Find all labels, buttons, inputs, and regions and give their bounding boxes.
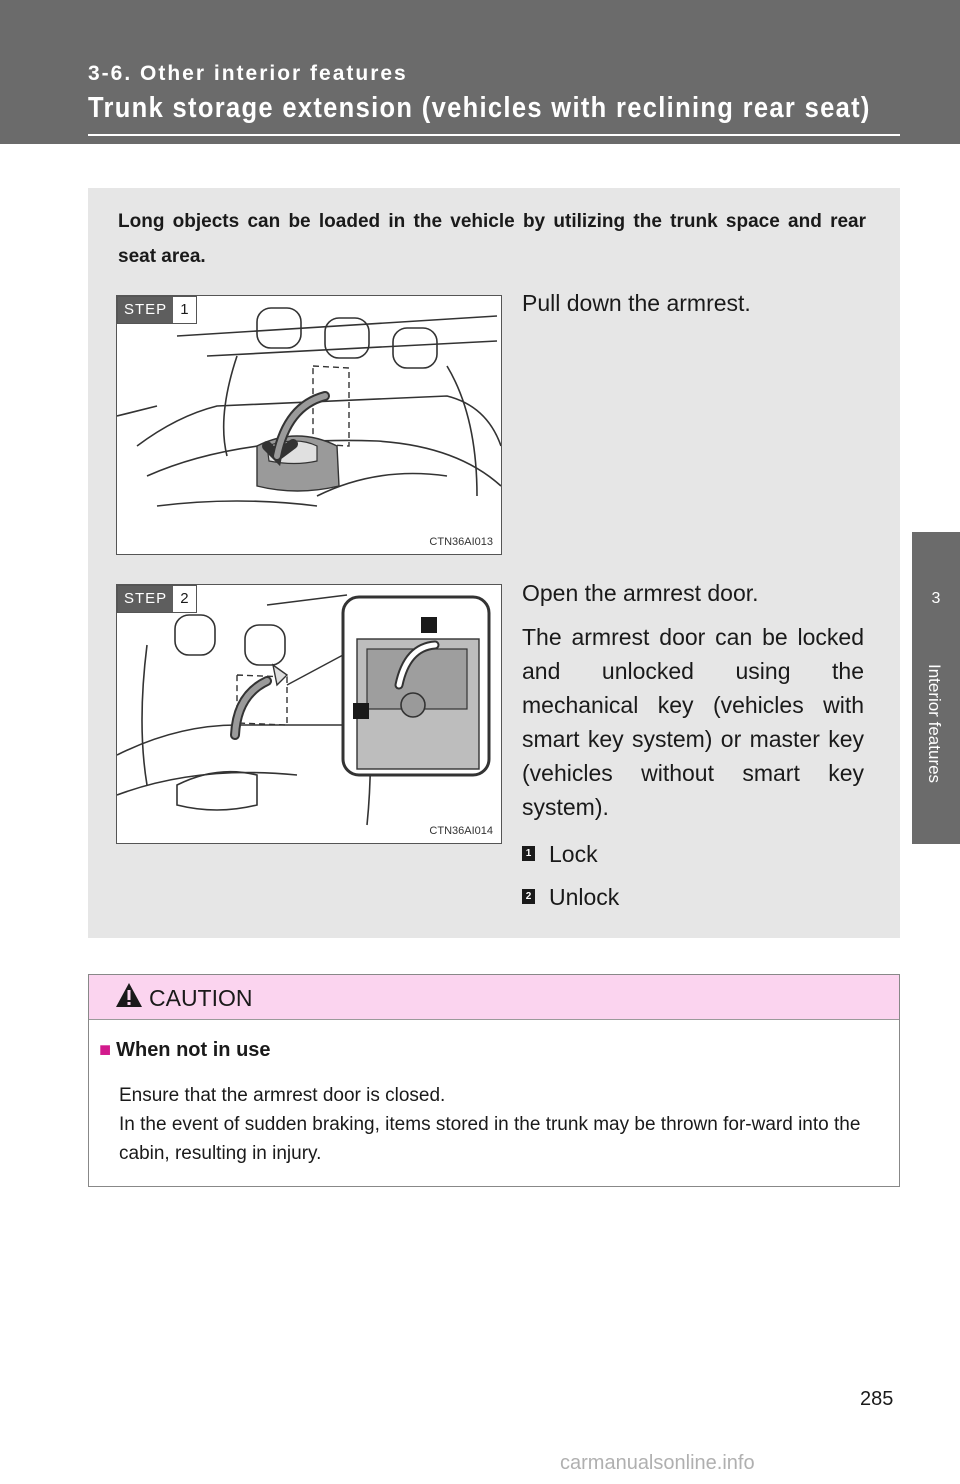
watermark: carmanualsonline.info [560, 1452, 755, 1474]
caution-subheading [99, 1039, 271, 1062]
intro-text: Long objects can be loaded in the vehicle by utilizing the trunk space and rear seat area. [118, 211, 866, 267]
warning-triangle-icon [115, 981, 143, 1009]
page-header [0, 0, 960, 144]
step2-text [522, 576, 864, 916]
step-number: 2 [180, 590, 189, 607]
chapter-number: 3 [931, 590, 941, 607]
step2-illustration [116, 584, 502, 844]
caution-box [88, 974, 900, 1187]
legend-lock [522, 834, 864, 873]
figure-code: CTN36AI013 [429, 536, 493, 548]
page-title: Trunk storage extension (vehicles with reclining rear seat) [88, 92, 871, 124]
legend-label-lock: Lock [549, 840, 598, 867]
chapter-label: Interior features [925, 664, 944, 784]
header-rule [88, 134, 900, 136]
step1-badge [117, 296, 197, 324]
figure-code: CTN36AI014 [429, 825, 493, 837]
square-bullet-icon: ■ [99, 1039, 112, 1061]
armrest-door-illustration [117, 585, 501, 843]
step2-paragraph-2: The armrest door can be locked and unlocked using the mechanical key (vehicles with smart key system) or master key (vehicles without smart key system). [522, 624, 864, 820]
seat-armrest-down-illustration [117, 296, 501, 554]
legend-label-unlock: Unlock [549, 883, 620, 910]
step2-paragraph-1: Open the armrest door. [522, 580, 759, 606]
caution-line-2: In the event of sudden braking, items stored in the trunk may be thrown for-ward into the cabin, resulting in injury. [119, 1114, 861, 1164]
caution-line-1: Ensure that the armrest door is closed. [119, 1085, 446, 1106]
legend-unlock [522, 877, 864, 916]
caution-heading: CAUTION [149, 985, 253, 1011]
caution-subheading-text: When not in use [116, 1039, 271, 1061]
page-number: 285 [860, 1388, 894, 1410]
step2-badge [117, 585, 197, 613]
caution-header [89, 975, 899, 1020]
step1-illustration [116, 295, 502, 555]
chapter-tab [912, 532, 960, 844]
step-number: 1 [180, 301, 189, 318]
caution-text [119, 1081, 887, 1168]
legend-marker-1: 1 [522, 846, 535, 861]
section-label: 3-6. Other interior features [88, 62, 408, 85]
step1-paragraph: Pull down the armrest. [522, 290, 751, 316]
step-word: STEP [118, 586, 173, 612]
step-word: STEP [118, 297, 173, 323]
step1-text [522, 286, 864, 330]
legend-marker-2: 2 [522, 889, 535, 904]
instructions-panel [88, 188, 900, 938]
